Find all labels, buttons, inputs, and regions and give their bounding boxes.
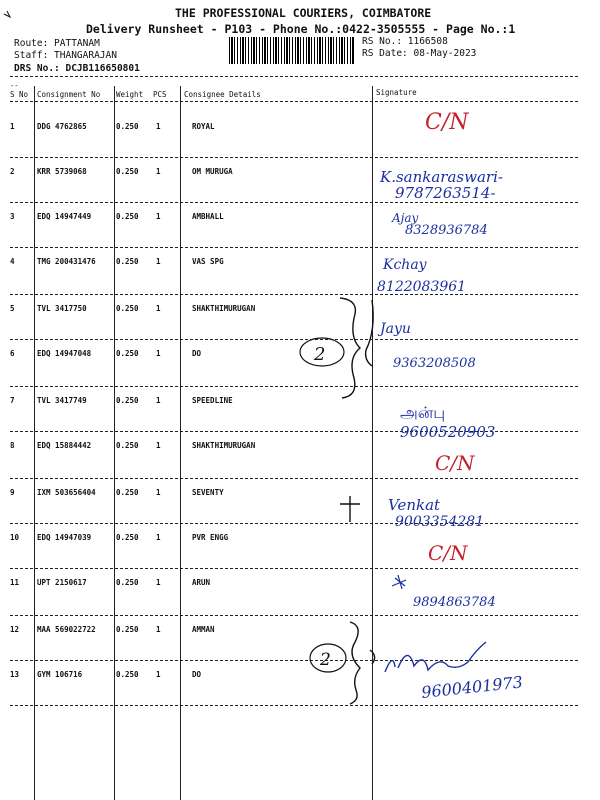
row-sno: 5 [10,304,15,313]
handwritten-name: அன்பு [400,403,446,422]
row-sno: 7 [10,396,15,405]
handwritten-phone: 9003354281 [395,514,485,530]
row-weight: 0.250 [116,167,139,176]
row-sno: 2 [10,167,15,176]
row-sno: 1 [10,122,15,131]
col-consignee: Consignee Details [184,90,261,99]
row-pcs: 1 [156,122,161,131]
handwritten-phone: 9363208508 [393,356,476,371]
handwritten-name: Kchay [383,257,427,273]
row-weight: 0.250 [116,212,139,221]
bracket-mark [370,650,375,664]
row-pcs: 1 [156,441,161,450]
row-consignee: VAS SPG [192,257,224,266]
row-weight: 0.250 [116,304,139,313]
row-consignment: EDQ 14947039 [37,533,92,542]
row-sno: 10 [10,533,20,542]
row-sno: 9 [10,488,15,497]
row-pcs: 1 [156,670,161,679]
row-consignee: SHAKTHIMURUGAN [192,441,256,450]
handwritten-cn: C/N [435,451,475,475]
handwritten-name: Ajay [392,211,419,225]
row-pcs: 1 [156,578,161,587]
row-consignee: OM MURUGA [192,167,233,176]
col-sno: S No [10,90,29,99]
row-sno: 4 [10,257,15,266]
row-consignee: AMBHALL [192,212,224,221]
col-weight: Weight [116,90,144,99]
row-pcs: 1 [156,349,161,358]
row-sno: 11 [10,578,20,587]
handwritten-name: Venkat [388,496,441,514]
row-sno: 13 [10,670,20,679]
row-consignment: UPT 2150617 [37,578,87,587]
company-title: THE PROFESSIONAL COURIERS, COIMBATORE [175,6,432,20]
col-pcs: PCS [153,90,167,99]
row-weight: 0.250 [116,396,139,405]
row-weight: 0.250 [116,488,139,497]
handwritten-phone: 9787263514- [395,184,496,202]
row-consignment: IXM 503656404 [37,488,96,497]
runsheet-subtitle: Delivery Runsheet - P103 - Phone No.:0422-3505555 - Page No.:1 [86,22,516,36]
row-consignee: ROYAL [192,122,215,131]
row-pcs: 1 [156,257,161,266]
row-consignment: GYM 106716 [37,670,83,679]
row-pcs: 1 [156,625,161,634]
row-consignee: SHAKTHIMURUGAN [192,304,256,313]
handwritten-phone: 8328936784 [405,223,488,238]
row-consignee: DO [192,349,202,358]
row-consignment: KRR 5739068 [37,167,87,176]
corner-mark [4,11,10,17]
row-pcs: 1 [156,488,161,497]
row-consignee: ARUN [192,578,211,587]
handwritten-phone: 9894863784 [413,595,496,610]
row-consignee: SEVENTY [192,488,224,497]
row-consignee: SPEEDLINE [192,396,233,405]
row-weight: 0.250 [116,533,139,542]
row-consignment: TMG 200431476 [37,257,96,266]
row-consignment: MAA 569022722 [37,625,96,634]
row-consignee: AMMAN [192,625,215,634]
circled-number: 2 [314,344,326,365]
divider-mark: -- [10,82,19,90]
row-weight: 0.250 [116,122,139,131]
handwritten-cn: C/N [428,541,468,565]
col-consignment: Consignment No [37,90,101,99]
row-pcs: 1 [156,396,161,405]
tick-mark [340,496,360,522]
row-sno: 6 [10,349,15,358]
row-consignment: TVL 3417749 [37,396,87,405]
bracket-mark [366,300,374,366]
row-weight: 0.250 [116,441,139,450]
handwritten-phone: 8122083961 [377,279,467,295]
row-weight: 0.250 [116,625,139,634]
row-pcs: 1 [156,304,161,313]
drs-number: DRS No.: DCJB116650801 [14,63,140,74]
row-pcs: 1 [156,212,161,221]
row-consignment: EDQ 15884442 [37,441,92,450]
route: Route: PATTANAM [14,38,100,49]
row-consignment: EDQ 14947048 [37,349,92,358]
handwritten-name: K.sankaraswari- [380,168,503,186]
row-sno: 8 [10,441,15,450]
row-consignment: EDQ 14947449 [37,212,92,221]
row-pcs: 1 [156,533,161,542]
handwritten-cn: C/N [425,110,469,135]
handwritten-phone: 9600401973 [420,672,524,702]
row-consignee: DO [192,670,202,679]
row-weight: 0.250 [116,578,139,587]
handwritten-signature [385,642,486,672]
row-weight: 0.250 [116,670,139,679]
row-consignment: DDG 4762865 [37,122,87,131]
row-pcs: 1 [156,167,161,176]
row-consignment: TVL 3417750 [37,304,87,313]
row-weight: 0.250 [116,257,139,266]
rs-date: RS Date: 08-May-2023 [362,48,477,59]
row-sno: 3 [10,212,15,221]
handwritten-phone: 9600520903 [400,423,496,441]
circled-number: 2 [320,650,331,670]
col-signature: Signature [376,88,417,97]
handwritten-name: Jayu [380,321,411,337]
row-consignee: PVR ENGG [192,533,229,542]
staff: Staff: THANGARAJAN [14,50,117,61]
rs-number: RS No.: 1166508 [362,36,448,47]
bracket-mark [350,622,360,704]
row-weight: 0.250 [116,349,139,358]
handwritten-initial [392,575,406,589]
row-sno: 12 [10,625,20,634]
